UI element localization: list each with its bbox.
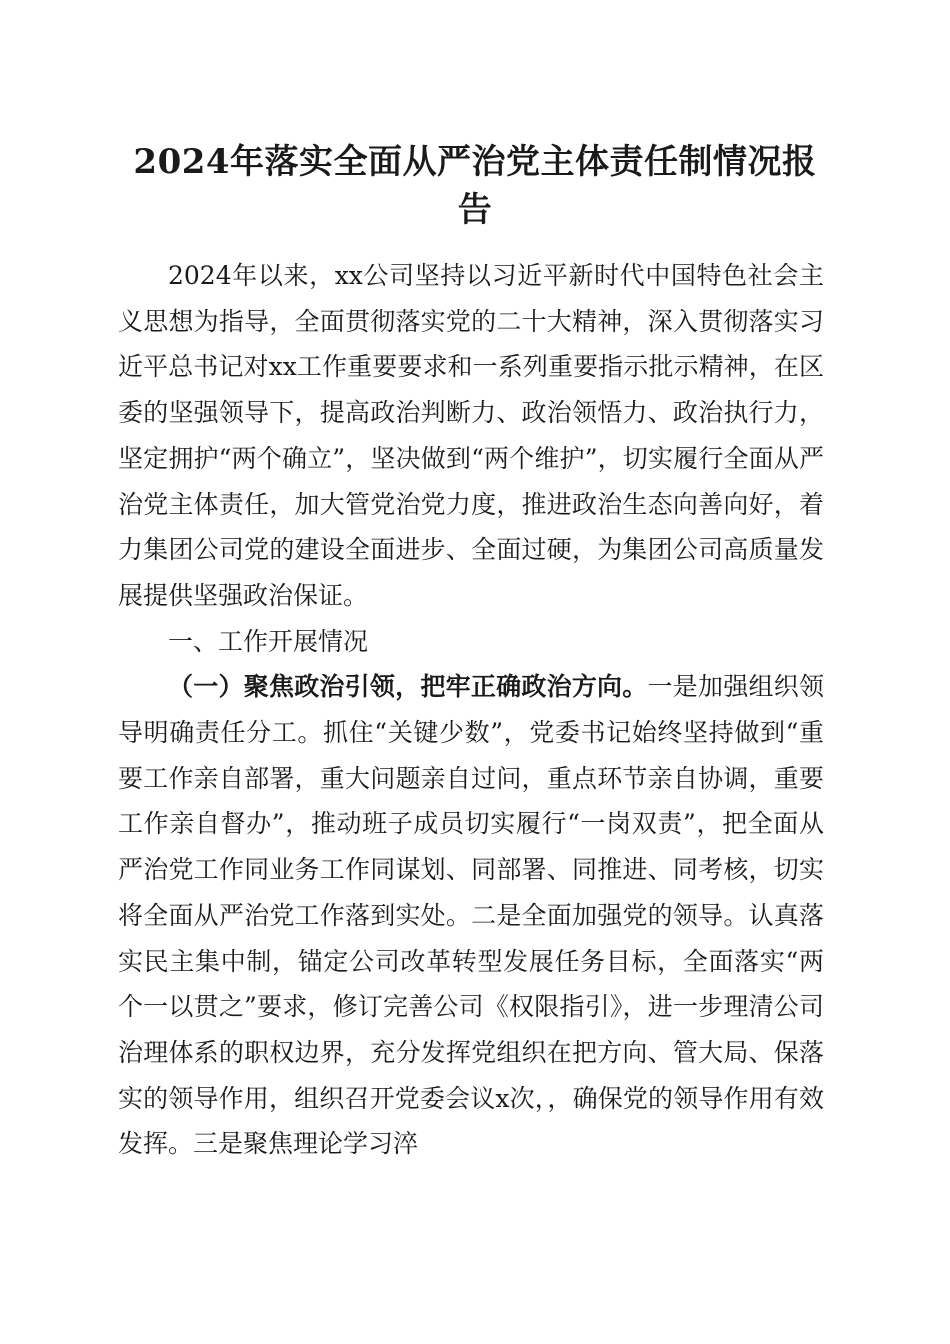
subsection-body: 一是加强组织领导明确责任分工。抓住“关键少数”，党委书记始终坚持做到“重要工作亲自部署，重大问题亲自过问，重点环节亲自协调，重要工作亲自督办”，推动班子成员切实履行“一岗双责”，把全面从严治党工作同业务工作同谋划、同部署、同推进、同考核，切实将全面从严治党工作落到实处。二是全面加强党的领导。认真落实民主集中制，锚定公司改革转型发展任务目标，全面落实“两个一以贯之”要求，修订完善公司《权限指引》，进一步理清公司治理体系的职权边界，充分发挥党组织在把方向、管大局、保落实的领导作用，组织召开党委会议x次，，确保党的领导作用有效发挥。三是聚焦理论学习淬 (118, 672, 824, 1159)
intro-paragraph: 2024年以来，xx公司坚持以习近平新时代中国特色社会主义思想为指导，全面贯彻落实党的二十大精神，深入贯彻落实习近平总书记对xx工作重要要求和一系列重要指示批示精神，在区委的坚强领导下，提高政治判断力、政治领悟力、政治执行力，坚定拥护“两个确立”，坚决做到“两个维护”，切实履行全面从严治党主体责任，加大管党治党力度，推进政治生态向善向好，着力集团公司党的建设全面进步、全面过硬，为集团公司高质量发展提供坚强政治保证。 (118, 261, 824, 610)
document-title: 2024年落实全面从严治党主体责任制情况报告 (133, 142, 817, 230)
subsection-heading: （一）聚焦政治引领，把牢正确政治方向。 (168, 672, 648, 702)
document-body (118, 253, 824, 1167)
subsection-paragraph (118, 664, 824, 1167)
section-heading: 一、工作开展情况 (168, 626, 369, 656)
